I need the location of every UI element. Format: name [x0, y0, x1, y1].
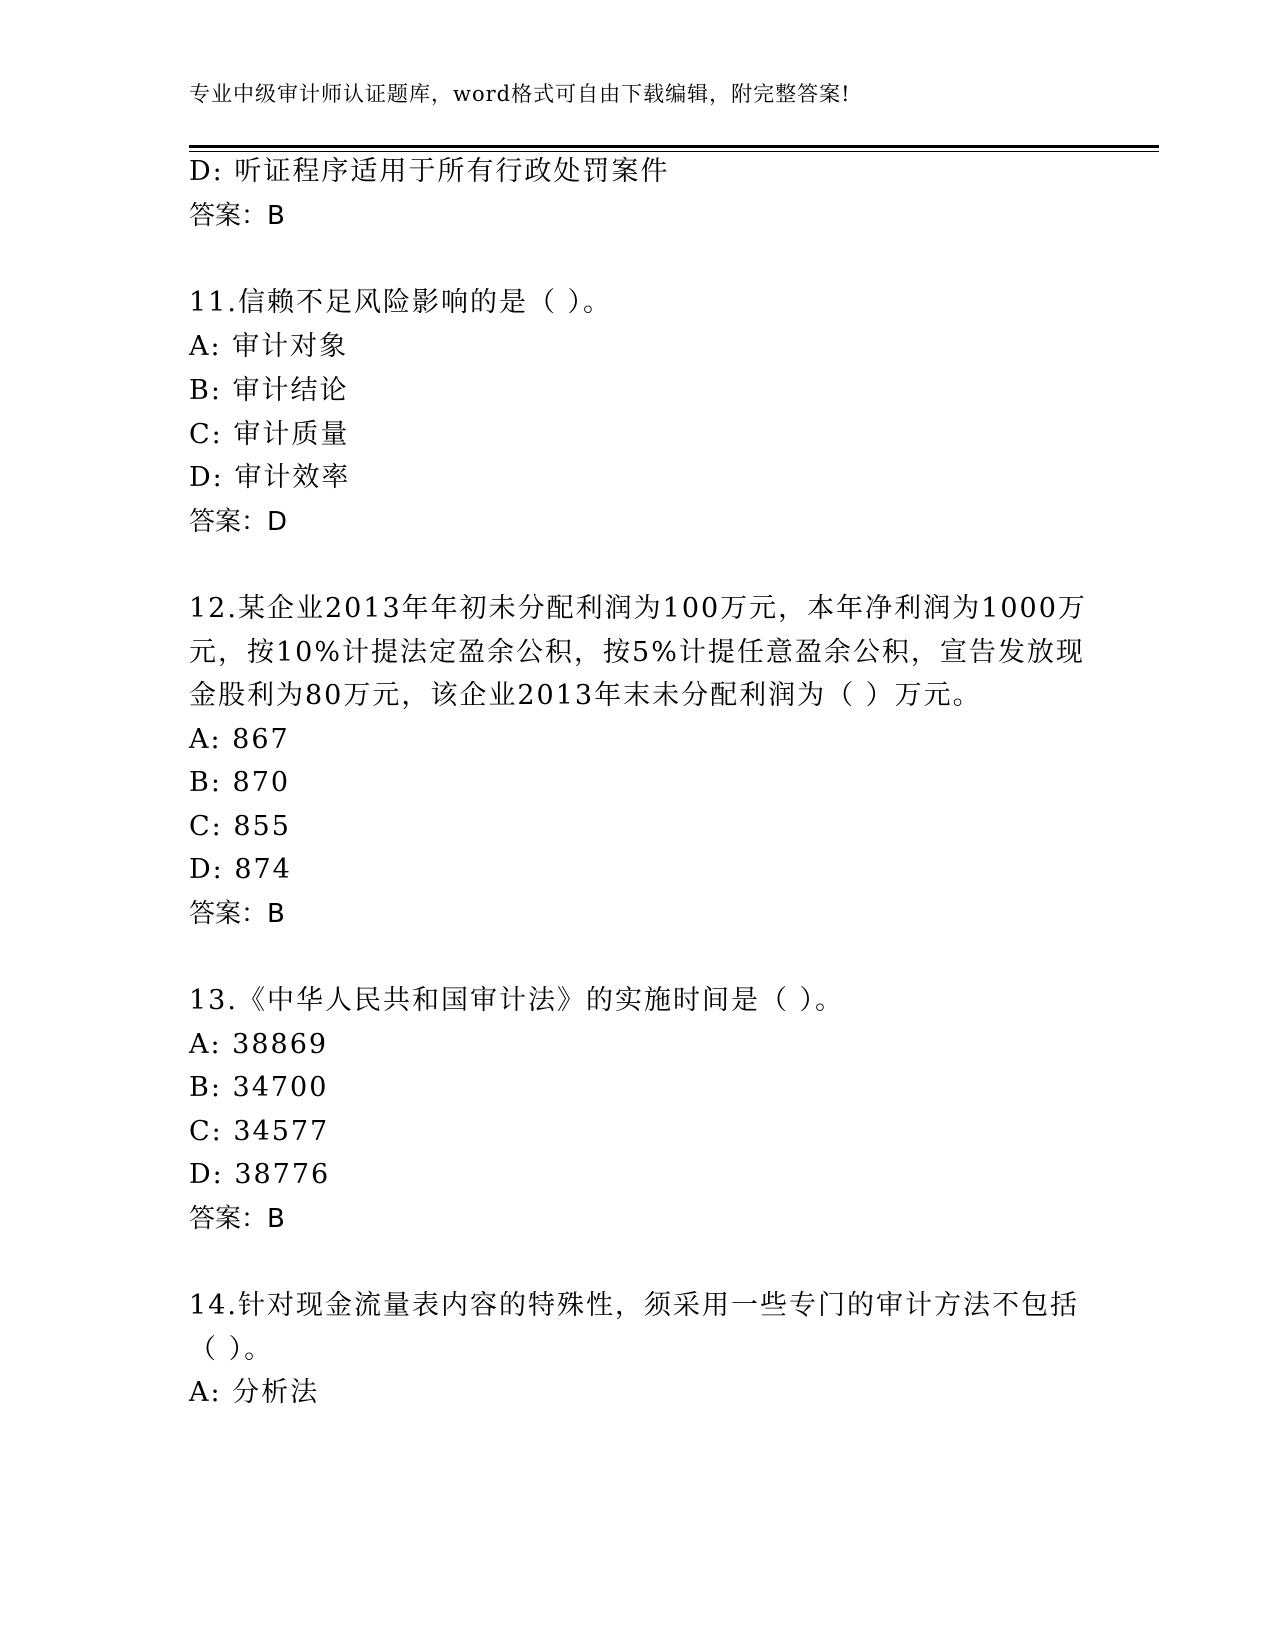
- q12-answer: 答案：B: [189, 899, 285, 929]
- q14-stem-line2: （ ）。: [189, 1334, 274, 1365]
- q13-answer: 答案：B: [189, 1204, 285, 1234]
- q11-option-b: B: 审计结论: [189, 375, 349, 406]
- prev-option-d: D: 听证程序适用于所有行政处罚案件: [189, 156, 670, 187]
- q13-stem: 13.《中华人民共和国审计法》的实施时间是（ ）。: [189, 985, 845, 1016]
- page-header: 专业中级审计师认证题库，word格式可自由下载编辑，附完整答案!: [189, 82, 851, 106]
- q11-option-d: D: 审计效率: [189, 462, 351, 493]
- q13-option-d: D: 38776: [189, 1159, 331, 1190]
- q14-stem-line1: 14.针对现金流量表内容的特殊性，须采用一些专门的审计方法不包括: [189, 1290, 1079, 1321]
- q13-option-a: A: 38869: [189, 1029, 329, 1060]
- q13-option-c: C: 34577: [189, 1116, 330, 1147]
- q12-stem-line2: 元，按10%计提法定盈余公积，按5%计提任意盈余公积，宣告发放现: [189, 637, 1085, 668]
- q14-option-a: A: 分析法: [189, 1377, 320, 1408]
- q12-option-c: C: 855: [189, 811, 291, 842]
- q11-option-c: C: 审计质量: [189, 419, 350, 450]
- q12-option-b: B: 870: [189, 767, 291, 798]
- q12-stem-line3: 金股利为80万元，该企业2013年末未分配利润为（ ）万元。: [189, 680, 982, 711]
- q12-option-a: A: 867: [189, 724, 290, 755]
- q12-stem-line1: 12.某企业2013年年初未分配利润为100万元，本年净利润为1000万: [189, 593, 1087, 624]
- q13-option-b: B: 34700: [189, 1072, 329, 1103]
- q11-answer: 答案：D: [189, 507, 288, 537]
- q11-stem: 11.信赖不足风险影响的是（ ）。: [189, 287, 613, 318]
- prev-answer: 答案：B: [189, 201, 285, 231]
- q11-option-a: A: 审计对象: [189, 331, 349, 362]
- q12-option-d: D: 874: [189, 854, 292, 885]
- header-divider: [189, 145, 1159, 152]
